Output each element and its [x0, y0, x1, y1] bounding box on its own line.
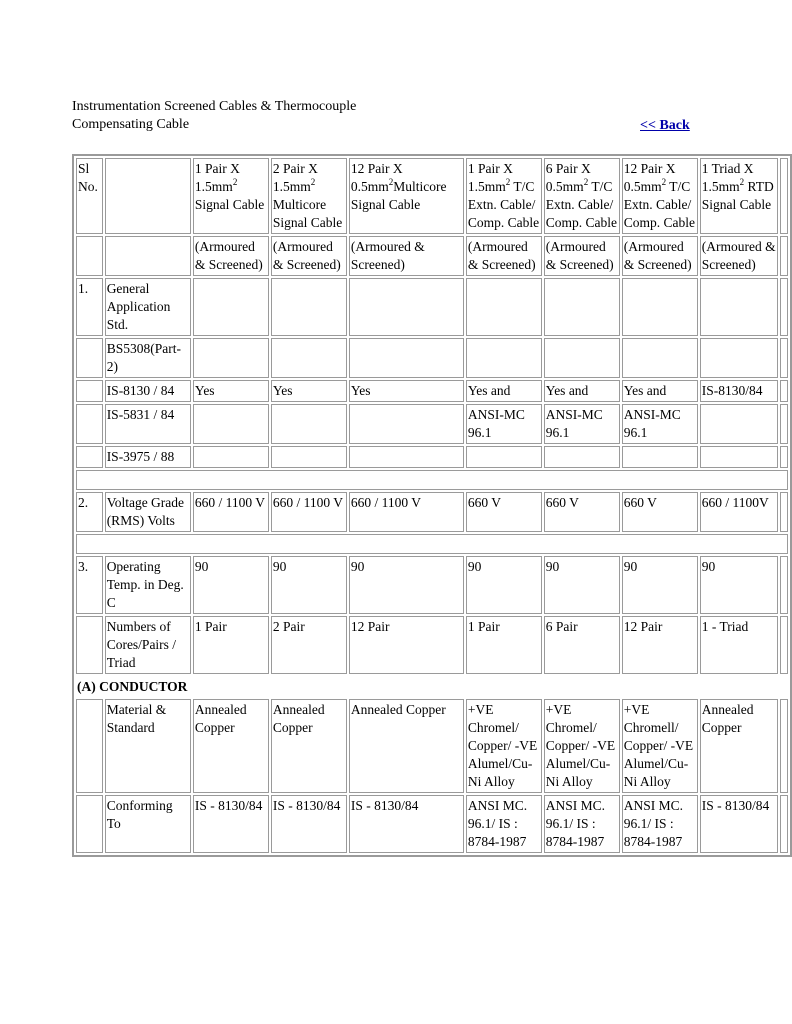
- table-cell: 90: [622, 556, 698, 614]
- table-cell: +VE Chromell/ Copper/ -VE Alumel/Cu-Ni Alloy: [622, 699, 698, 793]
- armour-cell: (Armoured & Screened): [700, 236, 778, 276]
- table-row: [76, 556, 788, 614]
- table-cell: Yes: [271, 380, 347, 402]
- table-cell: ANSI-MC 96.1: [544, 404, 620, 444]
- header-row: [76, 158, 788, 234]
- spec-table: [72, 154, 792, 857]
- table-cell: +VE Chromel/ Copper/ -VE Alumel/Cu-Ni Alloy: [466, 699, 542, 793]
- header-col-7: 1 Triad X $1.5mm^2$ RTD Signal Cable: [700, 158, 778, 234]
- table-cell: [700, 404, 778, 444]
- row-label: General Application Std.: [105, 278, 191, 336]
- row-number: 3.: [76, 556, 103, 614]
- table-cell: Yes: [349, 380, 464, 402]
- table-cell: IS - 8130/84: [271, 795, 347, 853]
- table-cell: [349, 404, 464, 444]
- row-label: Numbers of Cores/Pairs / Triad: [105, 616, 191, 674]
- table-cell: 1 Pair: [466, 616, 542, 674]
- row-label: Conforming To: [105, 795, 191, 853]
- table-cell: [271, 404, 347, 444]
- header-col-1: 1 Pair X $1.5mm^2$ Signal Cable: [193, 158, 269, 234]
- table-cell: Yes: [193, 380, 269, 402]
- armour-cell: (Armoured & Screened): [271, 236, 347, 276]
- table-cell: 660 / 1100 V: [271, 492, 347, 532]
- table-cell: 12 Pair: [349, 616, 464, 674]
- table-cell: ANSI-MC 96.1: [622, 404, 698, 444]
- section-heading: (A) CONDUCTOR: [76, 676, 788, 697]
- table-cell: Annealed Copper: [349, 699, 464, 793]
- table-row: [76, 446, 788, 468]
- table-cell: 90: [349, 556, 464, 614]
- table-cell: Yes and: [622, 380, 698, 402]
- armour-cell: (Armoured & Screened): [544, 236, 620, 276]
- table-cell: 1 - Triad: [700, 616, 778, 674]
- table-row: [76, 338, 788, 378]
- table-cell: Yes and: [544, 380, 620, 402]
- table-cell: 90: [193, 556, 269, 614]
- table-cell: IS - 8130/84: [349, 795, 464, 853]
- page-title: Instrumentation Screened Cables & Thermocouple Compensating Cable: [72, 99, 357, 132]
- row-label: Voltage Grade (RMS) Volts: [105, 492, 191, 532]
- section-row: [76, 676, 788, 697]
- spacer-row: [76, 534, 788, 554]
- armour-cell: (Armoured & Screened): [466, 236, 542, 276]
- armour-cell: (Armoured & Screened): [622, 236, 698, 276]
- armour-cell: (Armoured & Screened): [193, 236, 269, 276]
- table-cell: 90: [466, 556, 542, 614]
- table-cell: ANSI MC. 96.1/ IS : 8784-1987: [544, 795, 620, 853]
- header-col-5: 6 Pair X $0.5mm^2$ T/C Extn. Cable/ Comp. Cable: [544, 158, 620, 234]
- table-row: [76, 492, 788, 532]
- spacer-row: [76, 470, 788, 490]
- table-cell: IS-8130/84: [700, 380, 778, 402]
- table-cell: 660 / 1100 V: [349, 492, 464, 532]
- table-cell: 660 / 1100 V: [193, 492, 269, 532]
- table-cell: 660 V: [466, 492, 542, 532]
- table-row: [76, 380, 788, 402]
- header-col-4: 1 Pair X $1.5mm^2$ T/C Extn. Cable/ Comp. Cable: [466, 158, 542, 234]
- table-cell: 660 V: [544, 492, 620, 532]
- table-row: [76, 699, 788, 793]
- row-label: Operating Temp. in Deg. C: [105, 556, 191, 614]
- header-col-3: 12 Pair X $0.5mm^2Multicore$ Signal Cable: [349, 158, 464, 234]
- table-cell: 1 Pair: [193, 616, 269, 674]
- table-cell: Yes and: [466, 380, 542, 402]
- table-row: [76, 616, 788, 674]
- table-row: [76, 278, 788, 336]
- row-label: IS-3975 / 88: [105, 446, 191, 468]
- header-col-2: 2 Pair X $1.5mm^2$ Multicore Signal Cable: [271, 158, 347, 234]
- header-empty: [105, 158, 191, 234]
- table-cell: 660 V: [622, 492, 698, 532]
- table-cell: 12 Pair: [622, 616, 698, 674]
- table-cell: Annealed Copper: [271, 699, 347, 793]
- header-sl: Sl No.: [76, 158, 103, 234]
- table-cell: 90: [700, 556, 778, 614]
- table-row: [76, 795, 788, 853]
- row-label: IS-8130 / 84: [105, 380, 191, 402]
- row-label: Material & Standard: [105, 699, 191, 793]
- table-cell: Annealed Copper: [700, 699, 778, 793]
- table-cell: ANSI-MC 96.1: [466, 404, 542, 444]
- table-cell: 2 Pair: [271, 616, 347, 674]
- table-cell: +VE Chromel/ Copper/ -VE Alumel/Cu-Ni Alloy: [544, 699, 620, 793]
- row-label: IS-5831 / 84: [105, 404, 191, 444]
- table-cell: [193, 404, 269, 444]
- armour-row: [76, 236, 788, 276]
- table-cell: 90: [544, 556, 620, 614]
- row-number: 2.: [76, 492, 103, 532]
- table-row: [76, 404, 788, 444]
- armour-cell: (Armoured & Screened): [349, 236, 464, 276]
- header-col-6: 12 Pair X $0.5mm^2$ T/C Extn. Cable/ Comp. Cable: [622, 158, 698, 234]
- table-cell: ANSI MC. 96.1/ IS : 8784-1987: [466, 795, 542, 853]
- header-col-8: [780, 158, 788, 234]
- row-number: 1.: [76, 278, 103, 336]
- row-label: BS5308(Part-2): [105, 338, 191, 378]
- back-link[interactable]: << Back: [640, 118, 690, 133]
- table-cell: 660 / 1100V: [700, 492, 778, 532]
- table-cell: ANSI MC. 96.1/ IS : 8784-1987: [622, 795, 698, 853]
- table-cell: IS - 8130/84: [700, 795, 778, 853]
- table-cell: IS - 8130/84: [193, 795, 269, 853]
- table-cell: 90: [271, 556, 347, 614]
- table-cell: Annealed Copper: [193, 699, 269, 793]
- table-cell: 6 Pair: [544, 616, 620, 674]
